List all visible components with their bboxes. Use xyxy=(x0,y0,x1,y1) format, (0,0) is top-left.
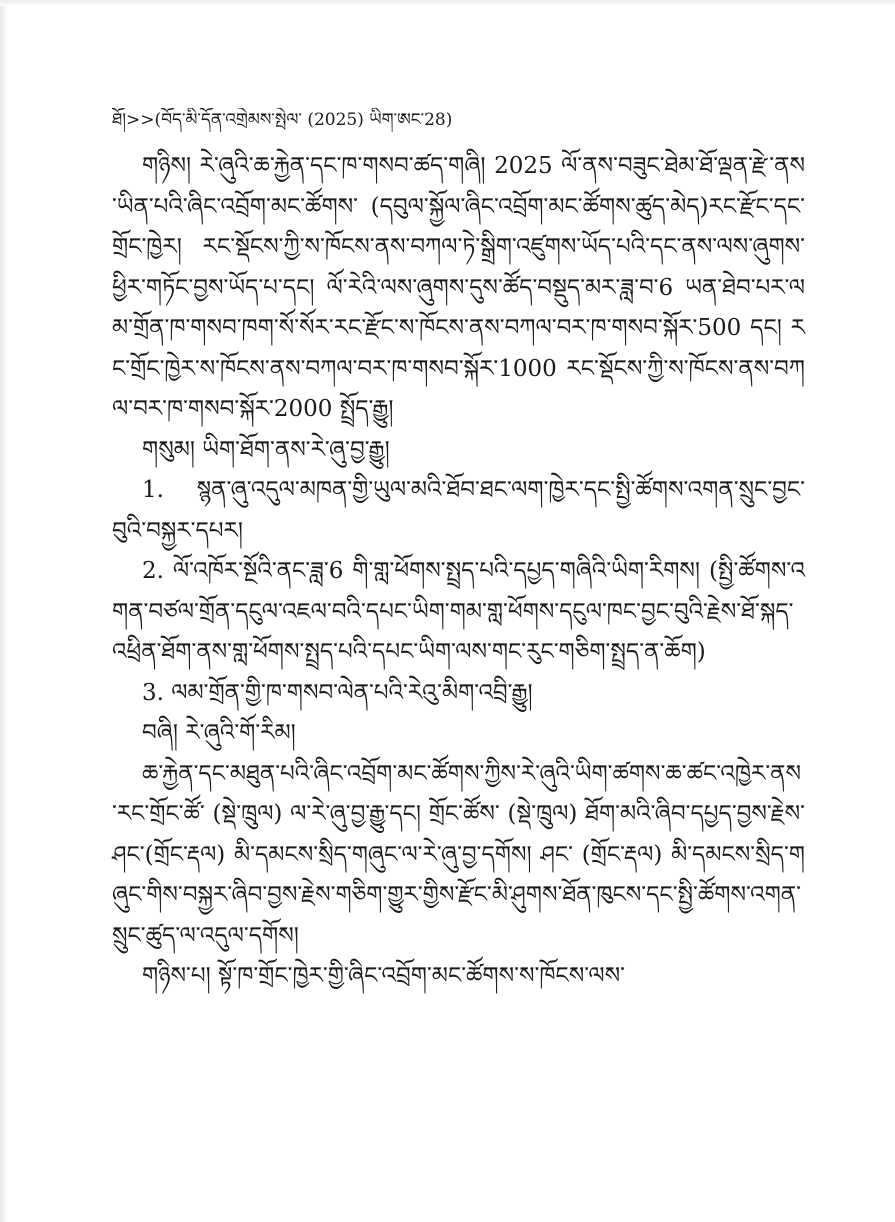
requirement-item-3: 3. ལམ་གྲོན་གྱི་ཁ་གསབ་ལེན་པའི་རེའུ་མིག་འབྲི་རྒྱུ། xyxy=(142,679,533,706)
section-4-heading: བཞི། རེ་ཞུའི་གོ་རིམ། xyxy=(142,720,296,746)
application-procedure-para: ཆ་རྐྱེན་དང་མཐུན་པའི་ཞིང་འབྲོག་མང་ཚོགས་ཀྱིས་རེ་ཞུའི་ཡིག་ཚགས་ཆ་ཚང་འཁྱེར་ནས་རང་གྲོང་ཚོ་ (སྡེ་ཁྲུལ) ལ་རེ་ཞུ་བྱ་རྒྱུ་དང། གྲོང་ཚོས་ (སྡེ་ཁྲུལ) ཐོག་མའི་ཞིབ་དཔྱད་བྱས་རྗེས་ཤང་(གྲོང་རྡལ) མི་དམངས་སྲིད་གཞུང་ལ་རེ་ཞུ་བྱ་དགོས། ཤང་ (གྲོང་རྡལ) མི་དམངས་སྲིད་གཞུང་གིས་བསྐྱར་ཞིབ་བྱས་རྗེས་གཅིག་གྱུར་གྱིས་རྫོང་མི་ཤུགས་ཐོན་ཁུངས་དང་སྤྱི་ཚོགས་འགན་སྲུང་ཚུད་ལ་འདུལ་དགོས། xyxy=(112,760,805,949)
document-reference-header: ཐོ།>>(བོད་མི་དོན་འགྲེམས་སྤེལ་ (2025) ཡིག་ཨང་28) xyxy=(112,110,453,130)
section-3-heading: གསུམ། ཡིག་ཐོག་ནས་རེ་ཞུ་བྱ་རྒྱུ། xyxy=(142,436,390,463)
requirement-item-1: 1. སྙན་ཞུ་འདུལ་མཁན་གྱི་ཡུལ་མའི་ཐོབ་ཐང་ལག་ཁྱེར་དང་སྤྱི་ཚོགས་འགན་སྲུང་བྱང་བུའི་བསྐྱར་དཔར། xyxy=(112,477,805,544)
requirement-item-2: 2. ལོ་འཁོར་སྔོའི་ནང་ཟླ་6 གི་གླ་ཕོགས་སྤྲད་པའི་དཔྱད་གཞིའི་ཡིག་རིགས། (སྤྱི་ཚོགས་འགན་བཙལ་གྲོན་དངུལ་འཇལ་བའི་དཔང་ཡིག་གམ་གླ་ཕོགས་དངུལ་ཁང་བྱང་བུའི་རྗེས་ཐོ་སྐད་འཕྲིན་ཐོག་ནས་གླ་ཕོགས་སྤྲད་པའི་དཔང་ཡིག་ལས་གང་རུང་གཅིག་སྤྲད་ན་ཆོག) xyxy=(112,558,805,665)
section-2-subsidy-criteria: གཉིས། རེ་ཞུའི་ཆ་རྐྱེན་དང་ཁ་གསབ་ཚད་གཞི། 2025 ལོ་ནས་བཟུང་ཐེམ་ཐོ་ལྡན་རྫེ་ནས་ཡིན་པའི་ཞིང་འབྲོག་མང་ཚོགས་ (དབུལ་སྐྱོལ་ཞིང་འབྲོག་མང་ཚོགས་ཚུད་མེད)རང་རྫོང་དང་གྲོང་ཁྱེར། རང་སྡོངས་ཀྱི་ས་ཁོངས་ནས་བཀལ་ཏེ་སྒྲིག་འཛུགས་ཡོད་པའི་དང་ནས་ལས་ཞུགས་ཕྱིར་གཏོང་བྱས་ཡོད་པ་དང། ལོ་རེའི་ལས་ཞུགས་དུས་ཚོད་བསྡུད་མར་ཟླ་བ་6 ཡན་ཐེབ་པར་ལམ་གྲོན་ཁ་གསབ་ཁག་སོ་སོར་རང་རྫོང་ས་ཁོངས་ནས་བཀལ་བར་ཁ་གསབ་སྐོར་500 དང། རང་གྲོང་ཁྱེར་ས་ཁོངས་ནས་བཀལ་བར་ཁ་གསབ་སྐོར་1000 རང་སྡོངས་ཀྱི་ས་ཁོངས་ནས་བཀལ་བར་ཁ་གསབ་སྐོར་2000 སྤྲོད་རྒྱུ། xyxy=(112,153,805,422)
section-second-part-para: གཉིས་པ། སྟོ་ཁ་གྲོང་ཁྱེར་གྱི་ཞིང་འབྲོག་མང་ཚོགས་ས་ཁོངས་ལས་ xyxy=(142,963,625,989)
